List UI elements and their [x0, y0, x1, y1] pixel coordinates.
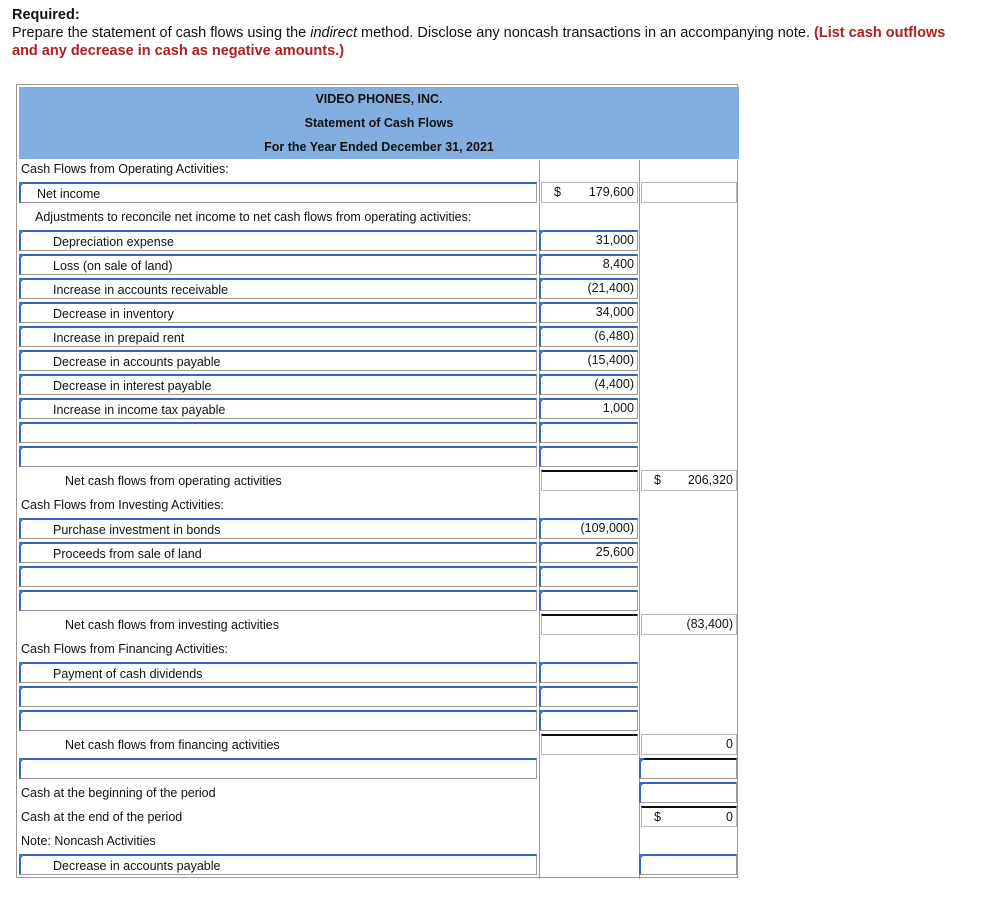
financing-amount-input[interactable] [539, 662, 638, 683]
operating-title-row [17, 157, 739, 181]
financing-title-row [17, 637, 739, 661]
cash-beginning-label: Cash at the beginning of the period [21, 786, 216, 800]
net-investing-row [17, 613, 739, 637]
statement-title: Statement of Cash Flows [19, 111, 739, 136]
adjustments-row [17, 205, 739, 229]
net-investing-subtotal-cell[interactable] [541, 614, 638, 635]
net-investing-label: Net cash flows from investing activities [65, 618, 279, 632]
adjustment-label-input[interactable]: Increase in income tax payable [19, 398, 537, 419]
statement-period: For the Year Ended December 31, 2021 [19, 135, 739, 160]
cash-beginning-row [17, 781, 739, 805]
investing-title: Cash Flows from Investing Activities: [21, 498, 224, 512]
investing-row-empty [17, 565, 739, 589]
investing-title-row [17, 493, 739, 517]
net-income-row [17, 181, 739, 205]
adjustment-amount-input[interactable] [539, 422, 638, 443]
adjustment-row [17, 397, 739, 421]
instructions-text: Prepare the statement of cash flows using the indirect method. Disclose any noncash transactions in an accompanying note. (List cash outflows and any decrease in cash as negative amounts.) [12, 25, 946, 59]
financing-label-input[interactable] [19, 710, 537, 731]
adjustment-amount-input[interactable]: 31,000 [539, 230, 638, 251]
net-operating-total[interactable]: $ 206,320 [641, 470, 737, 491]
operating-title: Cash Flows from Operating Activities: [21, 162, 229, 176]
note-label-input[interactable]: Decrease in accounts payable [19, 854, 537, 875]
adjustment-amount-input[interactable]: 1,000 [539, 398, 638, 419]
net-operating-row [17, 469, 739, 493]
investing-amount-input[interactable]: (109,000) [539, 518, 638, 539]
financing-label-input[interactable]: Payment of cash dividends [19, 662, 537, 683]
adjustment-label-input[interactable]: Decrease in interest payable [19, 374, 537, 395]
cash-beginning-input[interactable] [639, 782, 737, 803]
adjustment-row-empty [17, 421, 739, 445]
adjustment-amount-input[interactable]: (6,480) [539, 326, 638, 347]
investing-amount-input[interactable] [539, 590, 638, 611]
adjustment-amount-input[interactable]: (4,400) [539, 374, 638, 395]
investing-amount-input[interactable]: 25,600 [539, 542, 638, 563]
financing-row-empty [17, 685, 739, 709]
adjustment-label-input[interactable]: Decrease in accounts payable [19, 350, 537, 371]
adjustment-row [17, 229, 739, 253]
net-income-amount[interactable]: $ 179,600 [541, 182, 638, 203]
required-label: Required: [12, 7, 80, 23]
net-change-row [17, 757, 739, 781]
adjustment-row-empty [17, 445, 739, 469]
adjustment-amount-input[interactable]: (15,400) [539, 350, 638, 371]
adjustment-label-input[interactable]: Increase in prepaid rent [19, 326, 537, 347]
adjustment-row [17, 325, 739, 349]
net-income-total-cell[interactable] [641, 182, 737, 203]
instructions [12, 6, 972, 60]
investing-amount-input[interactable] [539, 566, 638, 587]
adjustment-amount-input[interactable]: 34,000 [539, 302, 638, 323]
investing-row [17, 541, 739, 565]
financing-title: Cash Flows from Financing Activities: [21, 642, 229, 656]
net-investing-total[interactable]: (83,400) [641, 614, 737, 635]
cash-end-row [17, 805, 739, 829]
adjustment-row [17, 253, 739, 277]
adjustment-row [17, 301, 739, 325]
net-financing-label: Net cash flows from financing activities [65, 738, 280, 752]
adjustment-label-input[interactable]: Decrease in inventory [19, 302, 537, 323]
negative-amounts-note: (List cash outflows and any decrease in cash as negative amounts.) [12, 25, 946, 59]
note-title-row [17, 829, 739, 853]
adjustment-row [17, 349, 739, 373]
adjustment-label-input[interactable]: Loss (on sale of land) [19, 254, 537, 275]
cash-end-total[interactable]: $ 0 [641, 806, 737, 827]
adjustments-label: Adjustments to reconcile net income to net cash flows from operating activities: [35, 210, 472, 224]
company-name: VIDEO PHONES, INC. [19, 87, 739, 112]
financing-row [17, 661, 739, 685]
adjustment-label-input[interactable] [19, 446, 537, 467]
net-financing-row [17, 733, 739, 757]
cash-end-label: Cash at the end of the period [21, 810, 183, 824]
investing-label-input[interactable]: Proceeds from sale of land [19, 542, 537, 563]
note-row [17, 853, 739, 877]
financing-row-empty [17, 709, 739, 733]
net-financing-subtotal-cell[interactable] [541, 734, 638, 755]
net-change-amount-input[interactable] [639, 758, 737, 779]
investing-row [17, 517, 739, 541]
adjustment-row [17, 277, 739, 301]
net-operating-subtotal-cell[interactable] [541, 470, 638, 491]
adjustment-label-input[interactable]: Increase in accounts receivable [19, 278, 537, 299]
adjustment-amount-input[interactable] [539, 446, 638, 467]
net-financing-total[interactable]: 0 [641, 734, 737, 755]
investing-label-input[interactable] [19, 590, 537, 611]
adjustment-amount-input[interactable]: (21,400) [539, 278, 638, 299]
investing-row-empty [17, 589, 739, 613]
note-title: Note: Noncash Activities [21, 834, 156, 848]
net-operating-label: Net cash flows from operating activities [65, 474, 282, 488]
investing-label-input[interactable]: Purchase investment in bonds [19, 518, 537, 539]
note-amount-input[interactable] [639, 854, 737, 875]
adjustment-amount-input[interactable]: 8,400 [539, 254, 638, 275]
investing-label-input[interactable] [19, 566, 537, 587]
financing-amount-input[interactable] [539, 710, 638, 731]
adjustment-label-input[interactable]: Depreciation expense [19, 230, 537, 251]
net-change-label-input[interactable] [19, 758, 537, 779]
cash-flow-statement-worksheet [16, 84, 738, 878]
adjustment-label-input[interactable] [19, 422, 537, 443]
net-income-label-input[interactable]: Net income [19, 182, 537, 203]
adjustment-row [17, 373, 739, 397]
financing-label-input[interactable] [19, 686, 537, 707]
financing-amount-input[interactable] [539, 686, 638, 707]
